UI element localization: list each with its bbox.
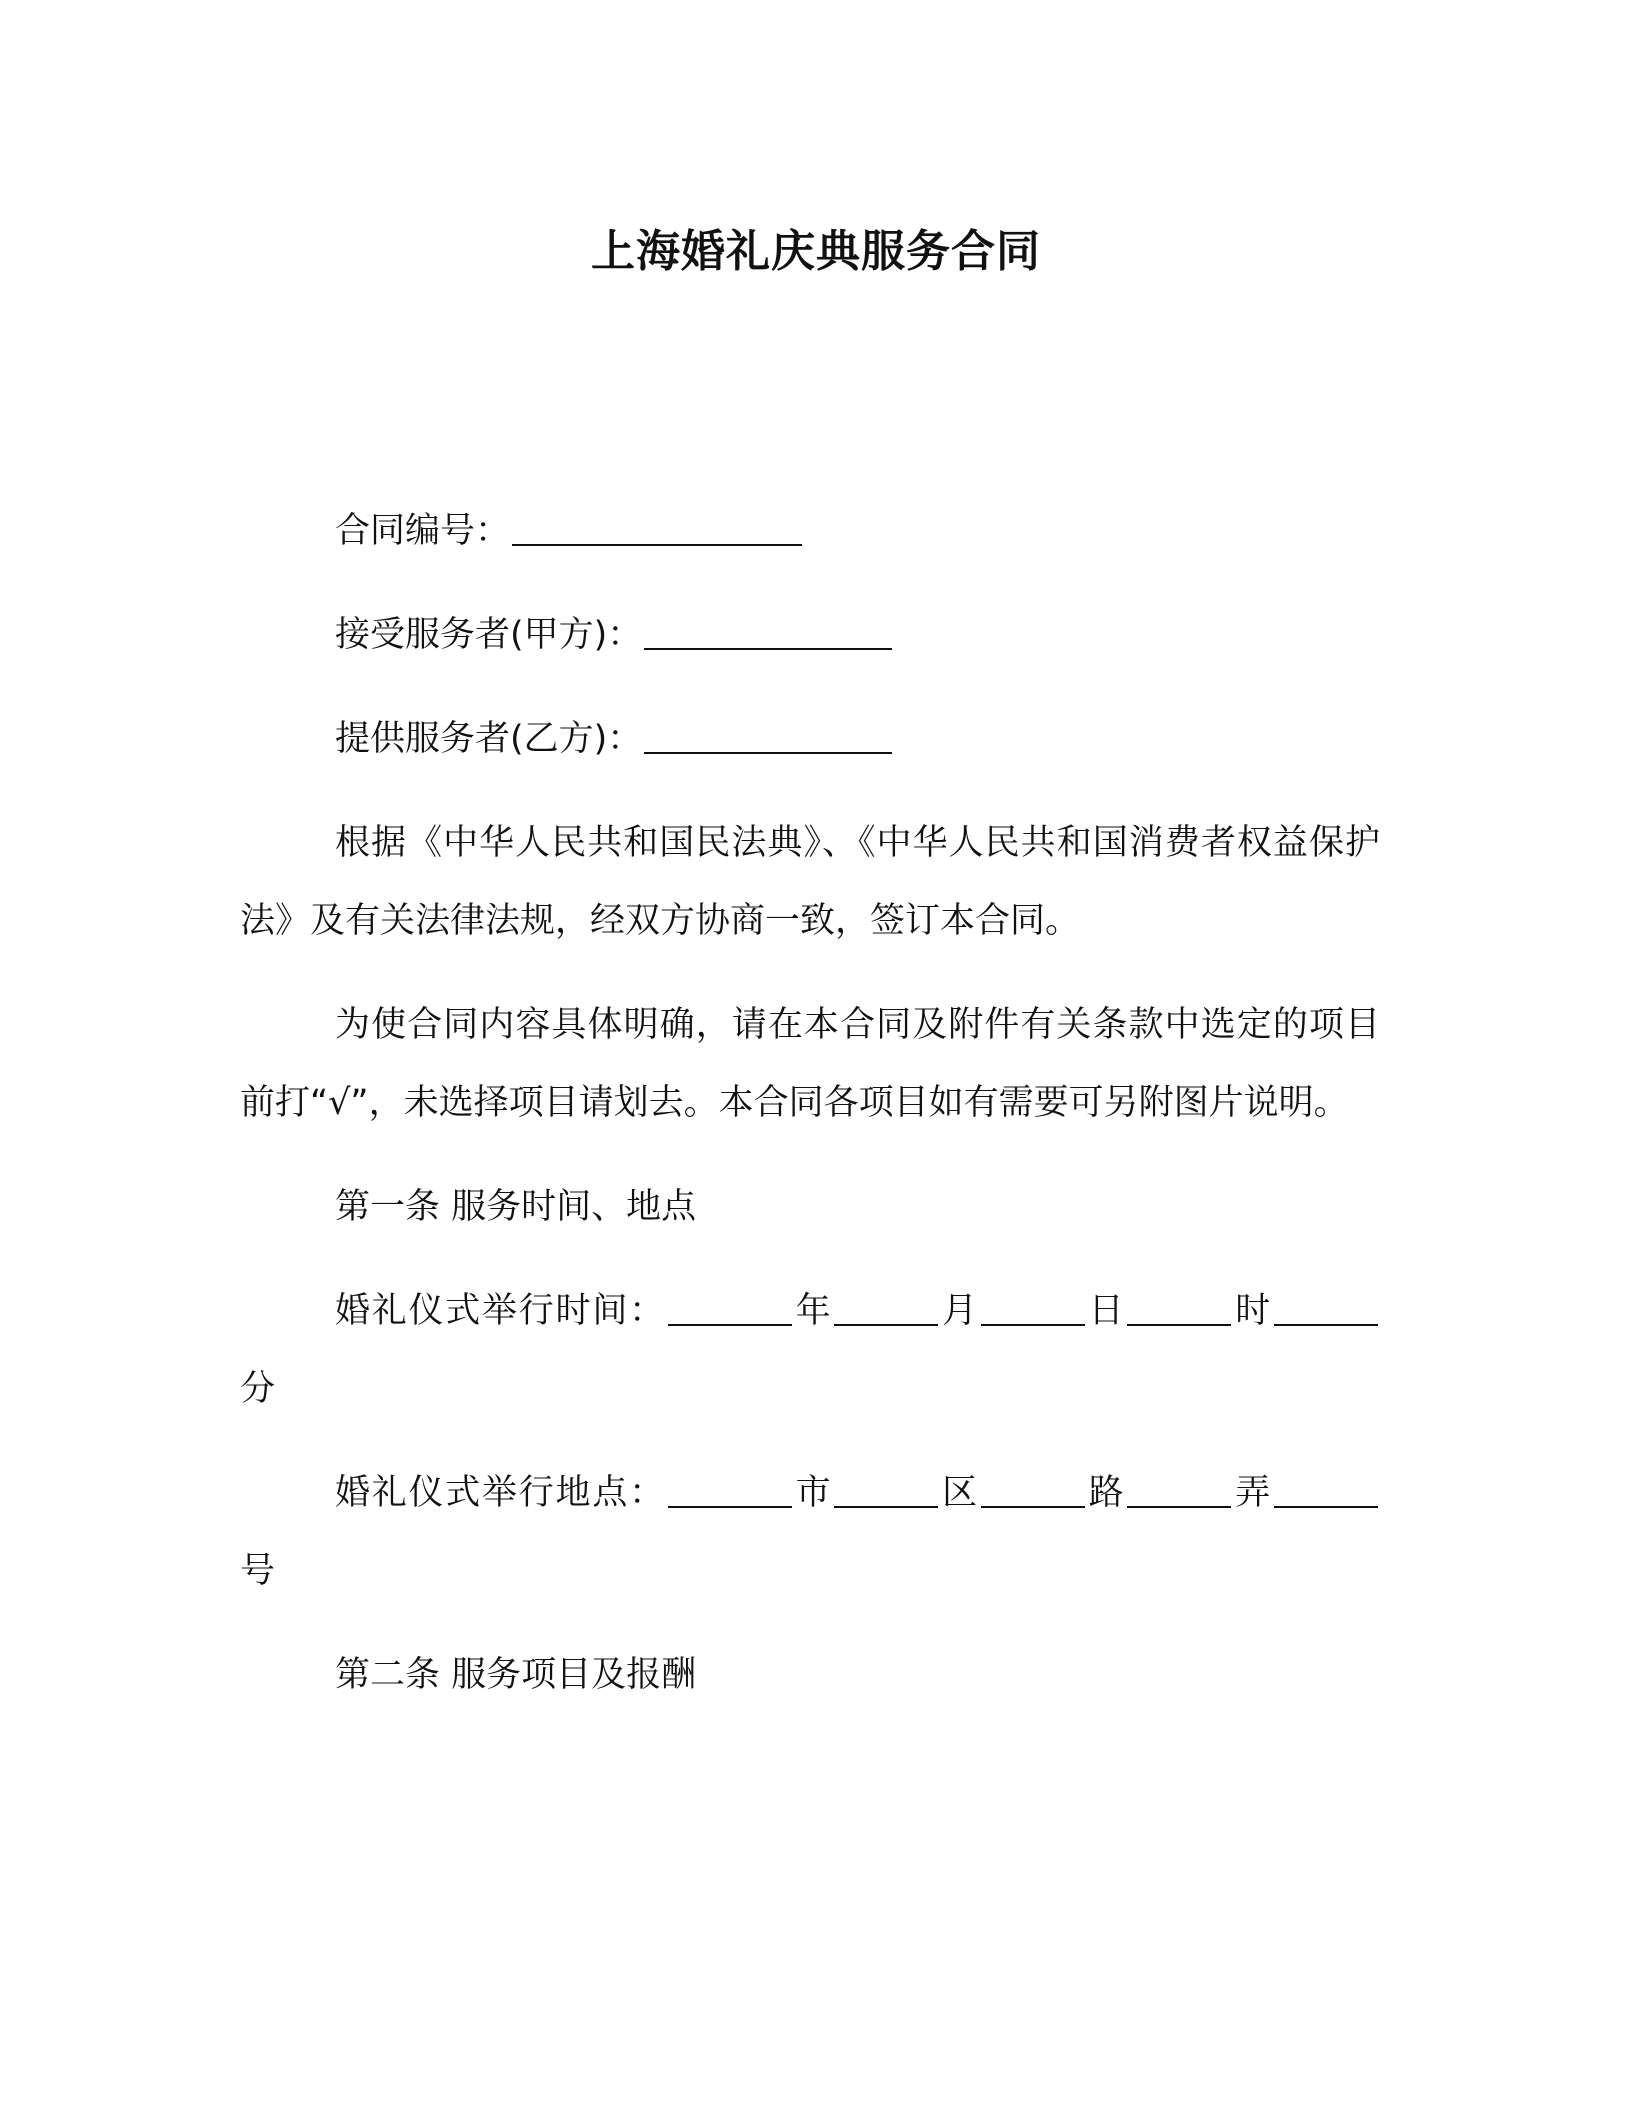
ceremony-place-label: 婚礼仪式举行地点： (335, 1473, 666, 1513)
month-unit: 月 (940, 1291, 979, 1331)
party-a-line (240, 596, 1380, 674)
month-blank (834, 1294, 938, 1326)
contract-number-blank (512, 514, 802, 546)
hour-unit: 时 (1233, 1291, 1272, 1331)
day-blank (981, 1294, 1085, 1326)
number-unit: 号 (240, 1551, 276, 1591)
ceremony-time-line (240, 1272, 1380, 1428)
ceremony-place-line (240, 1454, 1380, 1610)
party-a-label: 接受服务者(甲方)： (335, 615, 643, 655)
lane-blank (1127, 1476, 1231, 1508)
instruction-paragraph: 为使合同内容具体明确，请在本合同及附件有关条款中选定的项目前打“√”，未选择项目请划去。本合同各项目如有需要可另附图片说明。 (240, 1005, 1380, 1123)
number-blank (1274, 1476, 1378, 1508)
ceremony-time-label: 婚礼仪式举行时间： (335, 1291, 666, 1331)
road-blank (981, 1476, 1085, 1508)
minute-blank (1274, 1294, 1378, 1326)
contract-number-label: 合同编号： (335, 511, 511, 551)
road-unit: 路 (1086, 1473, 1126, 1513)
year-blank (668, 1294, 792, 1326)
contract-body (240, 492, 1380, 1740)
city-unit: 市 (793, 1473, 833, 1513)
article-2-heading: 第二条 服务项目及报酬 (335, 1655, 697, 1695)
city-blank (668, 1476, 792, 1508)
lane-unit: 弄 (1233, 1473, 1272, 1513)
contract-number-line (240, 492, 1380, 570)
page-title: 上海婚礼庆典服务合同 (591, 226, 1041, 277)
legal-basis-paragraph: 根据《中华人民共和国民法典》、《中华人民共和国消费者权益保护法》及有关法律法规，经双方协商一致，签订本合同。 (240, 823, 1380, 941)
district-blank (834, 1476, 938, 1508)
day-unit: 日 (1086, 1291, 1126, 1331)
article-1-heading: 第一条 服务时间、地点 (335, 1187, 697, 1227)
district-unit: 区 (940, 1473, 979, 1513)
party-b-blank (644, 722, 892, 754)
year-unit: 年 (793, 1291, 833, 1331)
minute-unit: 分 (240, 1369, 276, 1409)
party-b-line (240, 700, 1380, 778)
party-a-blank (644, 618, 892, 650)
party-b-label: 提供服务者(乙方)： (335, 719, 643, 759)
hour-blank (1127, 1294, 1231, 1326)
